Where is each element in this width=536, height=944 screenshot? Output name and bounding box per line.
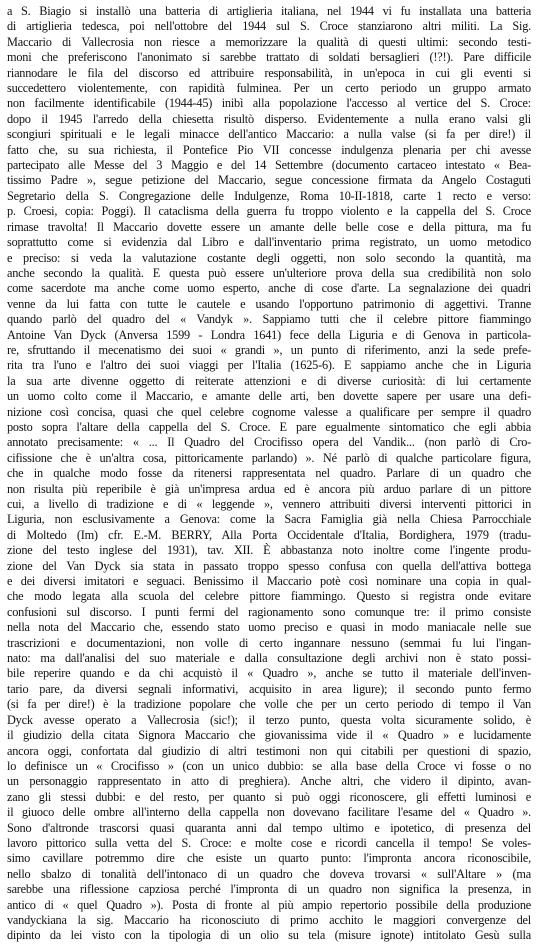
text-line: moni che preferiscono l'anonimato si sarebbe trattato di soldati bersaglieri (!?!). Pare difficile [7, 50, 531, 65]
text-line: partecipato alle Messe del 3 Maggio e del 14 Settembre (documento cartaceo intestato « Bea- [7, 158, 531, 173]
text-line: nello sbalzo di tonalità dell'intonaco di un quadro che doveva trovarsi « sull'Altare » (ma [7, 866, 531, 881]
text-line: rimase travolta! Il Maccario dovette essere un amante delle belle cose e della pittura, ma fu [7, 219, 531, 234]
text-line: Segretario della S. Congregazione delle Indulgenze, Roma 10-II-1818, carte 1 recto e verso: [7, 188, 531, 203]
text-line: non facilmente identificabile (1944-45) inibì alla popolazione l'accesso al vertice del S. Croce: [7, 96, 531, 111]
text-line: che modo legata alla scuola del celebre pittore fiammingo. Questo si registra onde evitare [7, 589, 531, 604]
text-line: di Moltedo (Im) cfr. E.-M. BERRY, Alla Porta Occidentale d'Italia, Bordighera, 1979 (tradu- [7, 527, 531, 542]
text-line: il giuoco delle ombre all'interno della cappella non dovevano facilitare l'esame del « Quadro ». [7, 805, 531, 820]
text-line: rita tra l'uno e l'altro dei suoi viaggi per l'Italia (1625-6). E sappiamo anche che in Liguria [7, 358, 531, 373]
text-line: Dyck avesse operato a Vallecrosia (sic!); il terzo punto, questa volta sicuramente solido, è [7, 712, 531, 727]
text-line: scongiuri spirituali e le legali minacce dell'antico Maccario: a nulla valse (si fa per dire!) il [7, 127, 531, 142]
text-line: ancora oggi, confortata dal giudizio di altri testimoni non qui citabili per questioni di spazio, [7, 743, 531, 758]
text-line: di artiglieria tedesca, poi nell'ottobre del 1944 sul S. Croce stanziarono altri militi. La Sig. [7, 19, 531, 34]
text-line: zione del testo inglese del 1931), tav. XII. È abbastanza noto inoltre come l'ingente produ- [7, 543, 531, 558]
text-line: trascrizioni e documentazioni, non volle di certo ingannare nessuno (semmai fu lui l'ingan- [7, 635, 531, 650]
text-line: nella nota del Maccario che, essendo stato uomo preciso e quasi in modo maniacale nelle sue [7, 620, 531, 635]
text-line: lavoro pittorico sulla vetta del S. Croce: e molte cose e ricordi cancella il tempo! Se voles- [7, 835, 531, 850]
text-line: un personaggio rappresentato in atto di preghiera). Anche altri, che videro il dipinto, avan- [7, 774, 531, 789]
document-page [7, 4, 531, 943]
text-line: sarebbe una riflessione capziosa perché l'impronta di un quadro non significa la presenza, in [7, 882, 531, 897]
text-line: Antoine Van Dyck (Anversa 1599 - Londra 1641) fece della Liguria e di Genova in particola- [7, 327, 531, 342]
text-line: Liguria, non esclusivamente a Genova: come la Sacra Famiglia già nella Chiesa Parrocchiale [7, 512, 531, 527]
text-line: nizione così concisa, quasi che quel celebre cognome valesse a qualificare per sempre il quadro [7, 404, 531, 419]
text-line: dipinto da lei visto con la tipologia di un olio su tela (misure ignote) intitolato Gesù sulla [7, 928, 531, 943]
text-line: bile reperire quando e da chi acquistò il « Quadro », anche se tutto il materiale dell'inven- [7, 666, 531, 681]
text-line: zione del Van Dyck sia stata in passato troppo spesso confusa con quella dell'attiva bottega [7, 558, 531, 573]
text-line: Maccario di Vallecrosia non riesce a memorizzare la qualità di questi ultimi: secondo testi- [7, 34, 531, 49]
text-line: venne da lui fatta con tutte le cautele e usando l'opportuno patrimonio di aggettivi. Tranne [7, 296, 531, 311]
text-line: posto sopra l'altare della cappella del S. Croce. E pare egualmente sintomatico che egli abbia [7, 419, 531, 434]
text-line: cifissione che è un'altra cosa, pittoricamente parlando) ». Né parlò di qualche particolare figura, [7, 450, 531, 465]
text-line: un uomo colto come il Maccario, e amante delle arti, ben dovette sapere per usare una defi- [7, 389, 531, 404]
text-line: non risulta più reperibile è già un'impresa ardua ed è ancora più arduo parlare di un pittore [7, 481, 531, 496]
text-line: succedettero violentemente, con rapidità fulminea. Per un certo periodo un gruppo armato [7, 81, 531, 96]
text-line: p. Croesi, copia: Poggi). Il cataclisma della guerra fu troppo violento e la cappella del S. Croce [7, 204, 531, 219]
text-line: vandyckiana la sig. Maccario ha riconosciuto di primo acchito le maggiori convergenze del [7, 912, 531, 927]
text-line: re, sfruttando il mecenatismo dei suoi « grandi », un punto di riferimento, anzi la sede prefe- [7, 342, 531, 357]
text-line: (si fa per dire!) è la tradizione popolare che volle che per un certo periodo di tempo il Van [7, 697, 531, 712]
text-line: dopo il 1945 l'arredo della chiesetta risultò disperso. Evidentemente a nulla erano valsi gli [7, 111, 531, 126]
text-line: anche secondo la qualità. E questa può essere un'ulteriore prova della sua credibilità non solo [7, 265, 531, 280]
text-line: fatto che, su sua richiesta, il Pontefice Pio VII concesse indulgenza plenaria per chi avesse [7, 142, 531, 157]
text-line: lo definisce un « Crocifisso » (con un unico dubbio: se alla base della Croce vi fosse o no [7, 758, 531, 773]
text-line: la sua arte divenne oggetto di reiterate attenzioni e di diverse curiosità: di lui certamente [7, 373, 531, 388]
text-line: soprattutto come si evidenzia dal Libro e dall'inventario prima registrato, un uomo metodico [7, 235, 531, 250]
text-line: e preciso: si veda la valutazione costante degli oggetti, non solo secondo la quantità, ma [7, 250, 531, 265]
text-line: antico di « quel Quadro »). Posta di fronte al più ampio repertorio possibile della produzione [7, 897, 531, 912]
text-line: il giudizio della citata Signora Maccario che giovanissima vide il « Quadro » e lucidamente [7, 728, 531, 743]
text-line: tissimo Padre », segue petizione del Maccario, segue concessione firmata da Angelo Costaguti [7, 173, 531, 188]
text-line: annotato precisamente: « ... Il Quadro del Crocifisso opera del Vandik... (non parlò di Cro- [7, 435, 531, 450]
text-line: come sacerdote ma anche come uomo esperto, anche di cose d'arte. La segnalazione dei quadri [7, 281, 531, 296]
text-line: quando parlò del quadro del « Vandyk ». Sappiamo tutti che il celebre pittore fiammingo [7, 312, 531, 327]
text-line: e dei diversi imitatori e seguaci. Benissimo il Maccario potè così nominare una copia in qual- [7, 574, 531, 589]
text-line: nato: ma dall'analisi del suo materiale e dalla consultazione degli archivi non è stato possi- [7, 651, 531, 666]
text-line: confusioni sul discorso. I punti fermi del ragionamento sono comunque tre: il primo consiste [7, 604, 531, 619]
text-line: riannodare le fila del discorso ed attribuire responsabilità, in un'epoca in cui gli eventi si [7, 65, 531, 80]
text-line: a S. Biagio si installò una batteria di artiglieria italiana, nel 1944 vi fu installata una batteria [7, 4, 531, 18]
text-line: tario pare, da diversi segnali informativi, acquisito in area ligure); il secondo punto fermo [7, 681, 531, 696]
text-line: Sono d'altronde trascorsi quasi quaranta anni dal tempo ultimo e ipotetico, di presenza del [7, 820, 531, 835]
text-line: cui, a livello di tradizione e di « leggende », vennero attribuiti diversi interventi pittorici in [7, 497, 531, 511]
text-line: simo cavillare potremmo dire che esiste un quarto punto: l'impronta ancora riconoscibile, [7, 851, 531, 866]
text-line: che in qualche modo fosse da ritenersi rappresentata nel quadro. Parlare di un quadro che [7, 466, 531, 481]
text-line: zano gli stessi dubbi: e del resto, per quanto si può oggi riconoscere, gli effetti luminosi e [7, 789, 531, 804]
